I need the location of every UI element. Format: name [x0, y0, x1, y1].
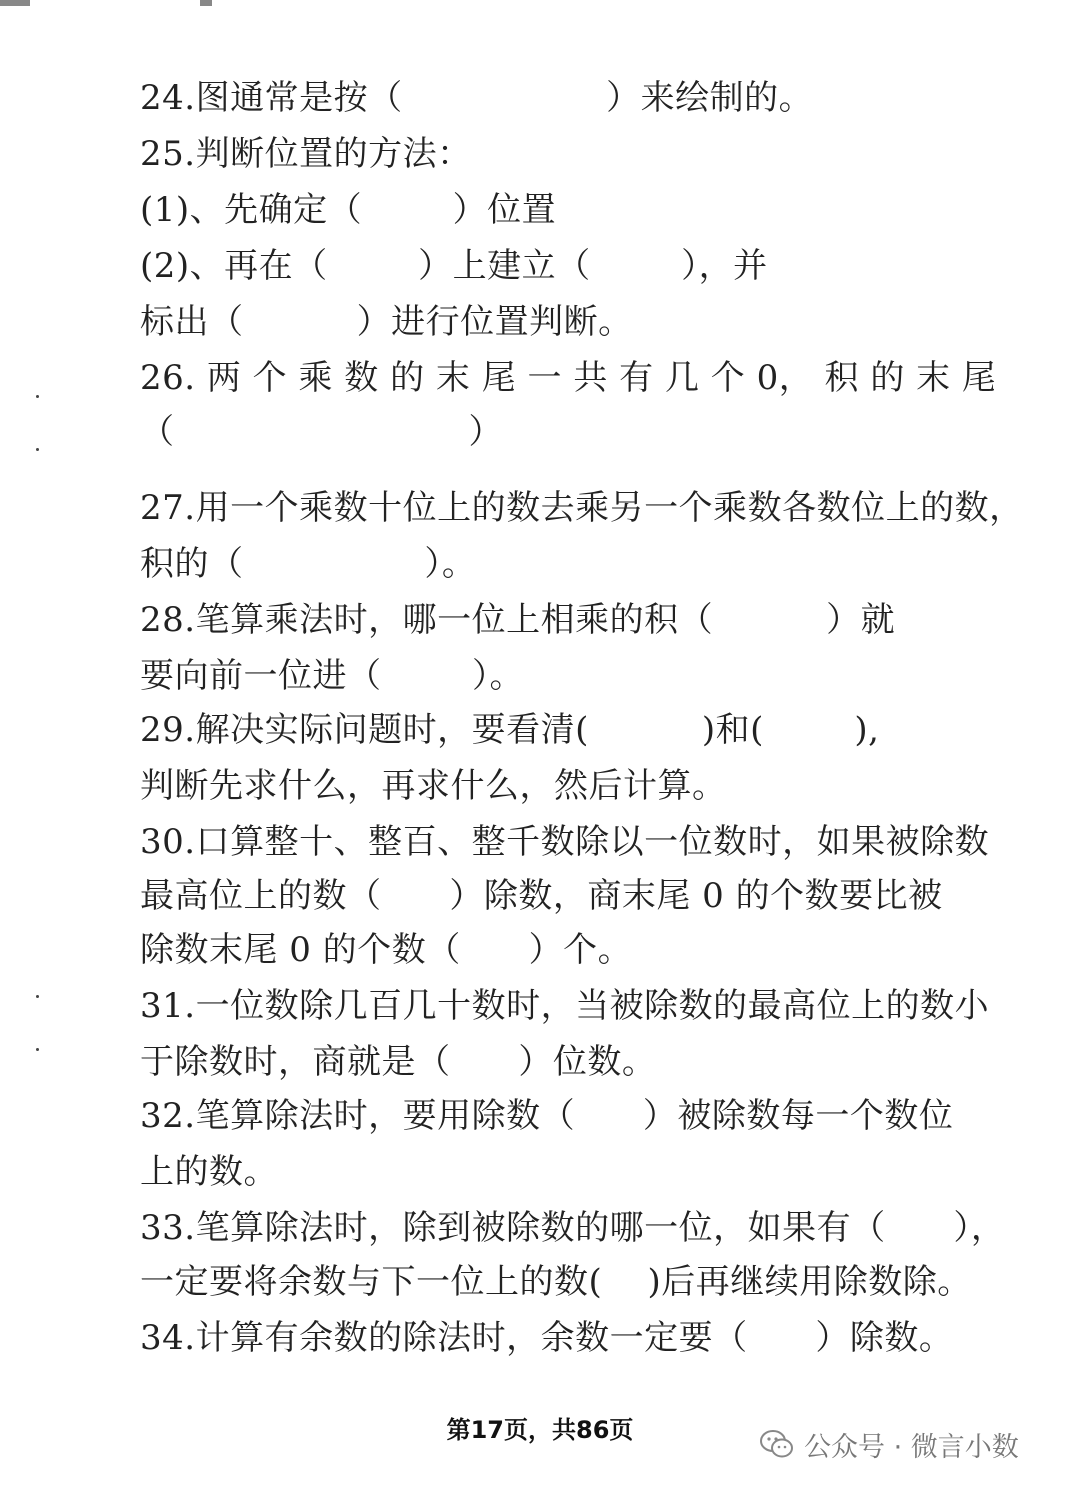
question-30-cont-1: 最高位上的数（ ）除数，商末尾 0 的个数要比被 — [140, 876, 943, 916]
question-32-cont: 上的数。 — [140, 1152, 278, 1192]
question-27-line: 27.用一个乘数十位上的数去乘另一个乘数各数位上的数， — [140, 488, 1024, 528]
scan-edge-mark — [0, 0, 30, 6]
question-28-cont: 要向前一位进（ ）。 — [140, 656, 524, 696]
scan-dot — [36, 995, 39, 998]
watermark — [760, 1422, 1060, 1466]
question-33-line: 33.笔算除法时，除到被除数的哪一位，如果有（ ）， — [140, 1208, 1006, 1248]
question-31-cont: 于除数时，商就是（ ）位数。 — [140, 1042, 657, 1082]
question-25-step-2: (2)、再在（ ）上建立（ ），并 — [140, 246, 768, 286]
question-25-step-2-cont: 标出（ ）进行位置判断。 — [140, 302, 633, 342]
scan-dot — [36, 448, 39, 451]
watermark-text: 公众号 · 微言小数 — [804, 1431, 1019, 1463]
question-32-line: 32.笔算除法时，要用除数（ ）被除数每一个数位 — [140, 1096, 954, 1136]
question-31-line: 31.一位数除几百几十数时，当被除数的最高位上的数小 — [140, 986, 990, 1026]
question-26-line: 26. 两 个 乘 数 的 末 尾 一 共 有 几 个 0， 积 的 末 尾 — [140, 358, 997, 398]
scan-dot — [36, 395, 39, 398]
question-28-line: 28.笔算乘法时，哪一位上相乘的积（ ）就 — [140, 600, 896, 640]
question-27-cont: 积的（ ）。 — [140, 544, 477, 584]
question-33-cont: 一定要将余数与下一位上的数( )后再继续用除数除。 — [140, 1262, 972, 1302]
question-26-blank: （ ） — [140, 412, 503, 452]
page-number-footer: 第17页，共86页 — [446, 1416, 634, 1444]
question-29-line: 29.解决实际问题时，要看清( )和( ), — [140, 710, 880, 750]
scan-dot — [36, 1048, 39, 1051]
scan-edge-mark — [200, 0, 212, 6]
question-29-cont: 判断先求什么，再求什么，然后计算。 — [140, 766, 727, 806]
question-34-line: 34.计算有余数的除法时，余数一定要（ ）除数。 — [140, 1318, 954, 1358]
question-30-line: 30.口算整十、整百、整千数除以一位数时，如果被除数 — [140, 822, 990, 862]
question-24-line: 24.图通常是按（ ）来绘制的。 — [140, 78, 814, 118]
wechat-icon — [760, 1429, 794, 1459]
question-25-line: 25.判断位置的方法： — [140, 134, 472, 174]
question-30-cont-2: 除数末尾 0 的个数（ ）个。 — [140, 930, 633, 970]
question-25-step-1: (1)、先确定（ ）位置 — [140, 190, 557, 230]
